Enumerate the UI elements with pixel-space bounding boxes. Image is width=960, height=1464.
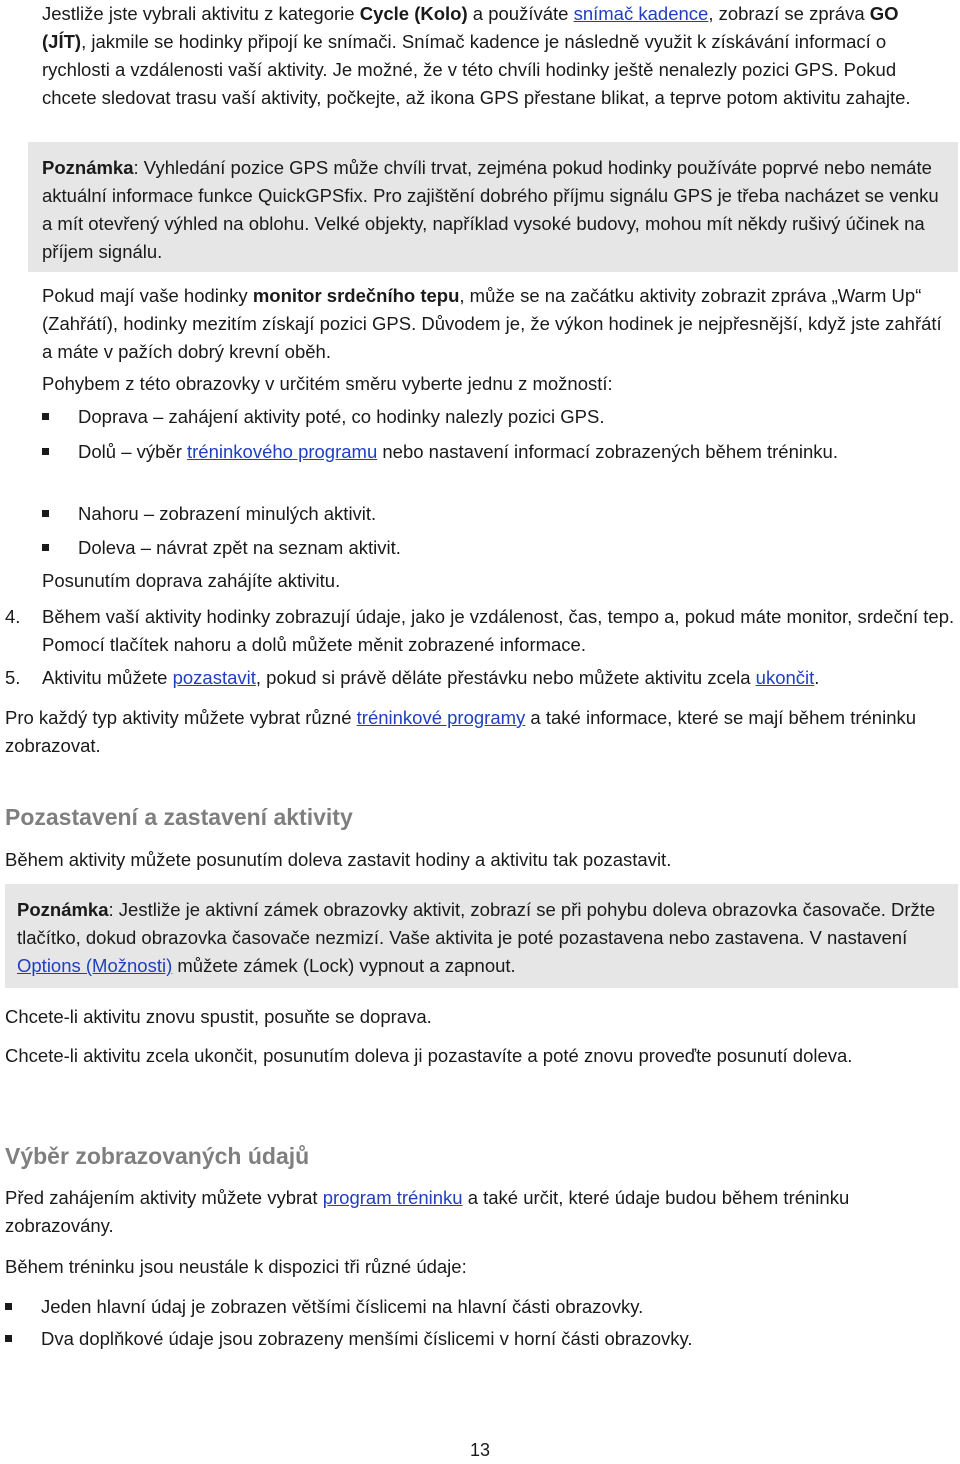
cycle-category-label: Cycle (Kolo)	[359, 3, 468, 24]
option-down-text: Dolů – výběr	[78, 441, 187, 462]
restart-paragraph: Chcete-li aktivitu znovu spustit, posuňte se doprava.	[5, 1006, 432, 1027]
metric-main-text: Jeden hlavní údaj je zobrazen většími číslicemi na hlavní části obrazovky.	[41, 1296, 644, 1317]
step-text: Během vaší aktivity hodinky zobrazují údaje, jako je vzdálenost, čas, tempo a, pokud máte monitor, srdeční tep. Pomocí tlačítek nahoru a dolů můžete měnit zobrazené informace.	[42, 606, 955, 655]
lock-note-box	[5, 884, 958, 988]
intro-text: a používáte	[467, 3, 574, 24]
go-message-label: GO (JÍT)	[42, 3, 899, 52]
option-bullet-right	[42, 403, 922, 431]
cadence-sensor-link[interactable]: snímač kadence	[573, 3, 709, 24]
types-text: a také informace, které se mají během tréninku zobrazovat.	[5, 707, 917, 756]
step-number: 5.	[5, 667, 21, 688]
scroll-right-text: Posunutím doprava zahájíte aktivitu.	[42, 570, 341, 591]
option-left-text: Doleva – návrat zpět na seznam aktivit.	[78, 537, 401, 558]
select-text: a také určit, které údaje budou během tréninku zobrazovány.	[5, 1187, 850, 1236]
note-label: Poznámka	[17, 899, 109, 920]
page-number: 13	[469, 1440, 491, 1460]
training-programs-link[interactable]: tréninkové programy	[356, 707, 526, 728]
gps-note-box	[28, 142, 958, 272]
bullet-square-icon	[42, 413, 49, 420]
heart-rate-monitor-label: monitor srdečního tepu	[252, 285, 460, 306]
option-down-text: nebo nastavení informací zobrazených během tréninku.	[377, 441, 838, 462]
types-text: Pro každý typ aktivity můžete vybrat různé	[5, 707, 357, 728]
metric-bullet-extra	[5, 1325, 905, 1353]
option-bullet-left	[42, 534, 922, 562]
during-training-paragraph: Během tréninku jsou neustále k dispozici tři různé údaje:	[5, 1256, 467, 1277]
select-section-heading: Výběr zobrazovaných údajů	[5, 1143, 310, 1169]
option-up-text: Nahoru – zobrazení minulých aktivit.	[78, 503, 377, 524]
activity-types-paragraph	[5, 704, 935, 760]
pause-paragraph: Během aktivity můžete posunutím doleva zastavit hodiny a aktivitu tak pozastavit.	[5, 849, 672, 870]
option-bullet-up	[42, 500, 922, 528]
move-options-intro: Pohybem z této obrazovky v určitém směru vyberte jednu z možností:	[42, 373, 613, 394]
metric-extra-text: Dva doplňkové údaje jsou zobrazeny menšími číslicemi v horní části obrazovky.	[41, 1328, 693, 1349]
intro-text: , jakmile se hodinky připojí ke snímači. Snímač kadence je následně využit k získávání informací o rychlosti a vzdálenosti vaší aktivity. Je možné, že v této chvíli hodinky ještě nenalezly pozici GPS. Pokud chcete sledovat trasu vaší aktivity, počkejte, až ikona GPS přestane blikat, a teprve potom aktivitu zahajte.	[42, 31, 911, 108]
end-link[interactable]: ukončit	[755, 667, 815, 688]
intro-text: , zobrazí se zpráva	[708, 3, 870, 24]
pause-section-heading: Pozastavení a zastavení aktivity	[5, 804, 353, 830]
select-text: Před zahájením aktivity můžete vybrat	[5, 1187, 323, 1208]
note-body: můžete zámek (Lock) vypnout a zapnout.	[172, 955, 516, 976]
options-link[interactable]: Options (Možnosti)	[17, 955, 173, 976]
step-4	[0, 603, 955, 659]
pause-link[interactable]: pozastavit	[172, 667, 256, 688]
training-program-link[interactable]: tréninkového programu	[187, 441, 378, 462]
option-right-text: Doprava – zahájení aktivity poté, co hodinky nalezly pozici GPS.	[78, 406, 605, 427]
step-5-text: Aktivitu můžete	[42, 667, 173, 688]
select-paragraph	[5, 1184, 935, 1240]
bullet-square-icon	[42, 510, 49, 517]
heart-rate-paragraph	[42, 282, 947, 366]
bullet-square-icon	[42, 448, 49, 455]
note-body: : Vyhledání pozice GPS může chvíli trvat, zejména pokud hodinky používáte poprvé nebo nemáte aktuální informace funkce QuickGPSfix. Pro zajištění dobrého příjmu signálu GPS je třeba nacházet se venku a mít otevřený výhled na oblohu. Velké objekty, například vysoké budovy, mohou mít někdy rušivý účinek na příjem signálu.	[42, 157, 939, 262]
gps-note-text	[42, 154, 948, 266]
program-link[interactable]: program tréninku	[322, 1187, 463, 1208]
step-text	[42, 664, 955, 692]
note-label: Poznámka	[42, 157, 134, 178]
bullet-square-icon	[42, 544, 49, 551]
step-5	[0, 664, 955, 692]
step-5-text: , pokud si právě děláte přestávku nebo můžete aktivitu zcela	[255, 667, 756, 688]
note-body: : Jestliže je aktivní zámek obrazovky aktivit, zobrazí se při pohybu doleva obrazovka časovače. Držte tlačítko, dokud obrazovka časovače nezmizí. Vaše aktivita je poté pozastavena nebo zastavena. V nastavení	[17, 899, 936, 948]
intro-paragraph	[42, 0, 942, 112]
hr-text: , může se na začátku aktivity zobrazit zpráva „Warm Up“ (Zahřátí), hodinky mezitím získají pozici GPS. Důvodem je, že výkon hodinek je nejpřesnější, když jste zahřátí a máte v pažích dobrý krevní oběh.	[42, 285, 942, 362]
end-paragraph: Chcete-li aktivitu zcela ukončit, posunutím doleva ji pozastavíte a poté znovu proveďte posunutí doleva.	[5, 1045, 853, 1066]
step-number: 4.	[5, 606, 21, 627]
intro-text: Jestliže jste vybrali aktivitu z kategorie	[42, 3, 360, 24]
metric-bullet-main	[5, 1293, 905, 1321]
lock-note-text	[17, 896, 948, 980]
bullet-square-icon	[5, 1303, 12, 1310]
option-bullet-down	[42, 438, 922, 466]
step-5-text: .	[814, 667, 820, 688]
hr-text: Pokud mají vaše hodinky	[42, 285, 253, 306]
bullet-square-icon	[5, 1335, 12, 1342]
